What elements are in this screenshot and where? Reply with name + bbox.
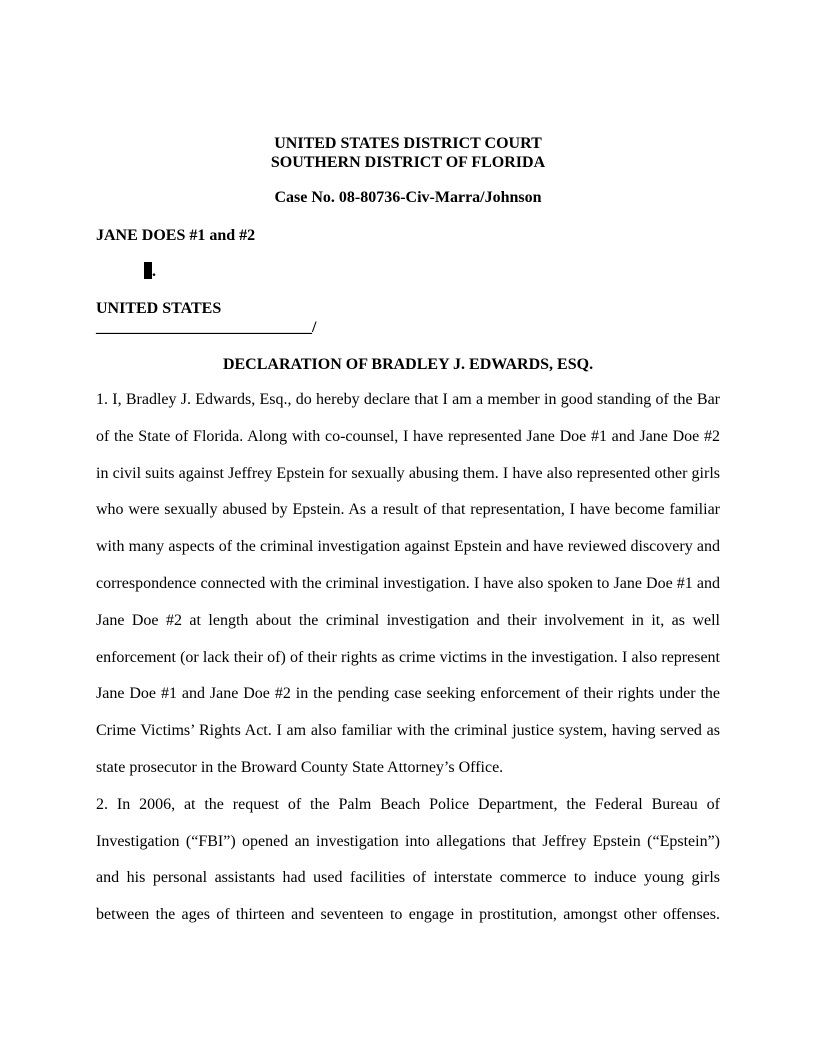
court-district: SOUTHERN DISTRICT OF FLORIDA	[270, 154, 546, 171]
versus-line	[144, 262, 156, 281]
declaration-body	[96, 382, 720, 934]
declaration-title: DECLARATION OF BRADLEY J. EDWARDS, ESQ.	[222, 356, 594, 373]
defendant-caption: UNITED STATES	[96, 300, 222, 317]
caption-closing-line: ___________________________/	[96, 319, 317, 336]
plaintiffs-caption: JANE DOES #1 and #2	[96, 227, 256, 244]
versus-suffix: .	[152, 263, 156, 280]
paragraph-2: 2. In 2006, at the request of the Palm Beach Police Department, the Federal Bureau of Investigation (“FBI”) opened an investigation into allegations that Jeffrey Epstein (“Epstein”) and his personal assistants had used facilities of interstate commerce to induce young girls between the ages of thirteen and seventeen to engage in prostitution, amongst other offenses.	[96, 795, 720, 924]
court-name: UNITED STATES DISTRICT COURT	[274, 135, 542, 152]
paragraph-1: 1. I, Bradley J. Edwards, Esq., do hereby declare that I am a member in good standing of the Bar of the State of Florida. Along with co-counsel, I have represented Jane Doe #1 and Jane Doe #2 in civil suits against Jeffrey Epstein for sexually abusing them. I have also represented other girls who were sexually abused by Epstein. As a result of that representation, I have become familiar with many aspects of the criminal investigation against Epstein and have reviewed discovery and correspondence connected with the criminal investigation. I have also spoken to Jane Doe #1 and Jane Doe #2 at length about the criminal investigation and their involvement in it, as well enforcement (or lack their of) of their rights as crime victims in the investigation. I also represent Jane Doe #1 and Jane Doe #2 in the pending case seeking enforcement of their rights under the Crime Victims’ Rights Act. I am also familiar with the criminal justice system, having served as state prosecutor in the Broward County State Attorney’s Office.	[96, 391, 720, 776]
case-number: Case No. 08-80736-Civ-Marra/Johnson	[274, 189, 542, 206]
redaction-block	[144, 262, 152, 279]
court-heading	[0, 134, 816, 172]
